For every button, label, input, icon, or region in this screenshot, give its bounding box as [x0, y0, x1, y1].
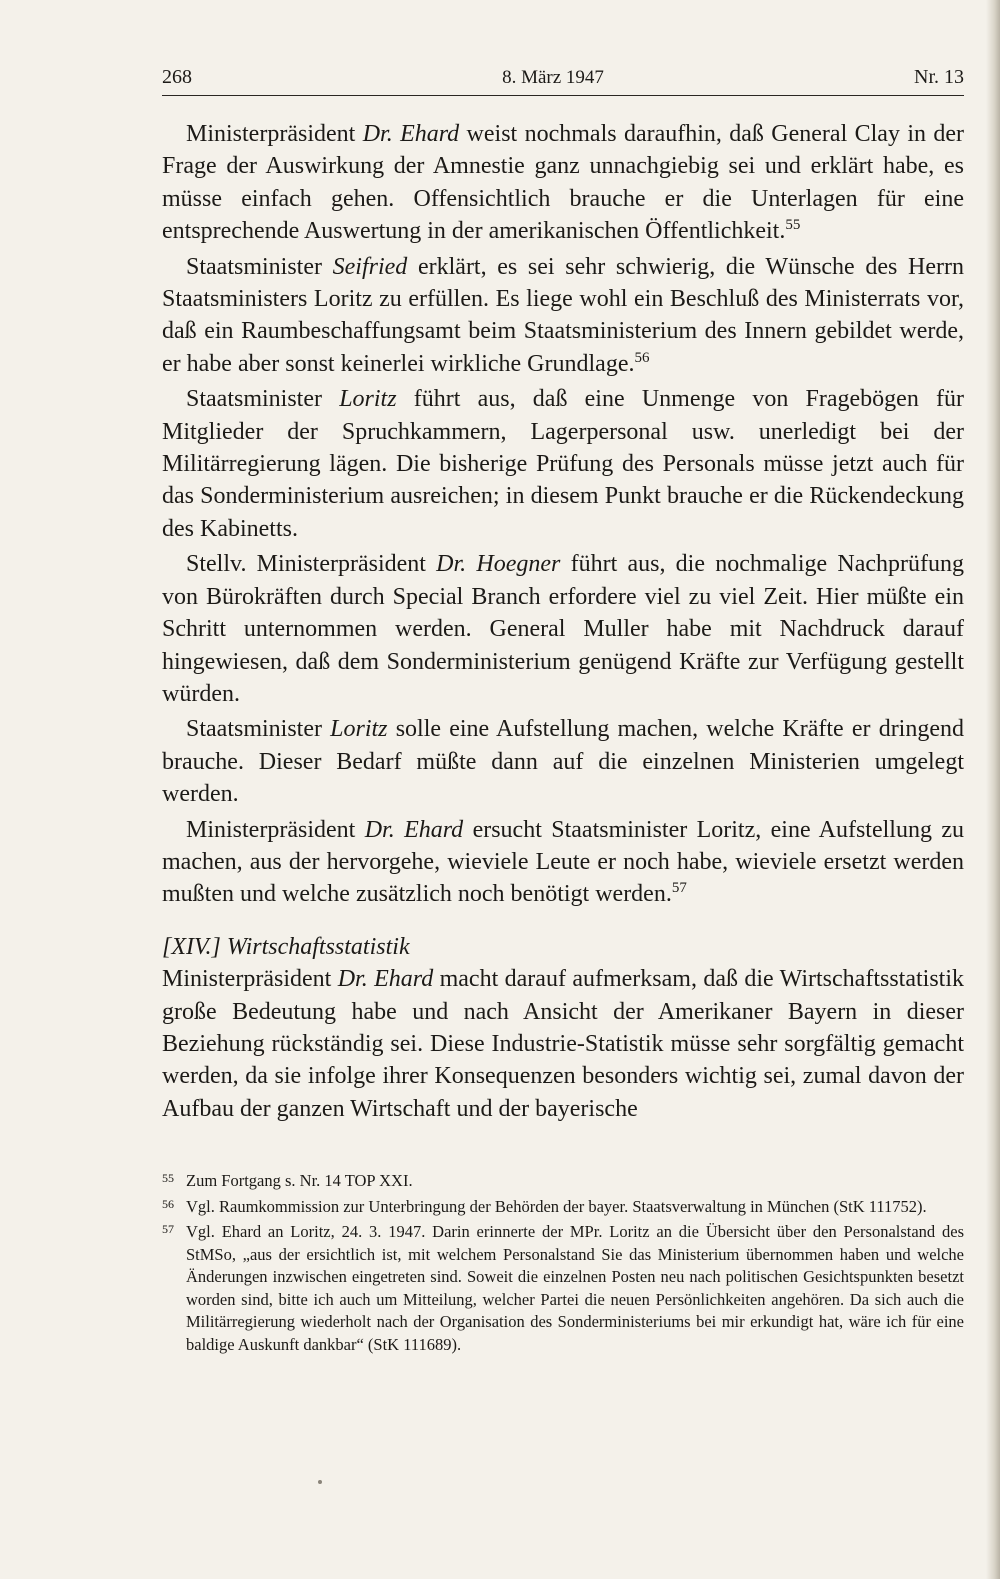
document-number: Nr. 13	[914, 66, 964, 88]
footnote-text: Zum Fortgang s. Nr. 14 TOP XXI.	[186, 1171, 413, 1190]
footnote	[162, 1221, 964, 1356]
footnote	[162, 1196, 964, 1219]
paragraph-text: weist nochmals daraufhin, daß General Clay in der Frage der Auswirkung der Amnestie ganz unnachgiebig sei und erklärt habe, es müsse einfach gehen. Offensichtlich brauche er die Unterlagen für eine entsprechende Auswertung in der amerikanischen Öffentlichkeit.	[162, 121, 965, 245]
speaker-name: Dr. Ehard	[364, 816, 464, 843]
paragraph	[162, 814, 964, 911]
speaker-name: Dr. Hoegner	[436, 551, 561, 578]
paragraph	[162, 713, 964, 810]
paragraph-text: führt aus, die nochmalige Nachprüfung von Bürokräften durch Special Branch erfordere viel zu viel Zeit. Hier müßte ein Schritt unternommen werden. General Muller habe mit Nachdruck darauf hingewiesen, daß dem Sonderministerium genügend Kräfte zur Verfügung gestellt würden.	[162, 551, 964, 707]
speaker-name: Seifried	[332, 253, 408, 280]
footnote-text: Vgl. Raumkommission zur Unterbringung der Behörden der bayer. Staatsverwaltung in München (StK 111752).	[186, 1196, 927, 1216]
speaker-title: Staatsminister	[186, 386, 340, 413]
speaker-title: Ministerpräsident	[162, 966, 338, 993]
section-title: Wirtschaftsstatistik	[226, 933, 410, 960]
footnote-number: 57	[162, 1222, 174, 1236]
footnote-ref[interactable]: 57	[671, 880, 687, 897]
speaker-name: Dr. Ehard	[362, 121, 460, 147]
footnote-ref[interactable]: 55	[785, 217, 801, 234]
footnote-number: 56	[162, 1196, 174, 1211]
speaker-title: Stellv. Ministerpräsident	[186, 551, 437, 578]
section-number: [XIV.]	[162, 933, 221, 960]
section-heading	[162, 931, 964, 963]
page-number: 268	[162, 66, 192, 88]
paragraph-text: macht darauf aufmerksam, daß die Wirtschaftsstatistik große Bedeutung habe und nach Ansicht der Amerikaner Bayern in dieser Beziehung rückständig sei. Diese Industrie-Statistik müsse sehr sorgfältig gemacht werden, da sie infolge ihrer Konsequenzen besonders wichtig sei, zumal davon der Aufbau der ganzen Wirtschaft und der bayerische	[162, 966, 964, 1122]
main-text	[162, 118, 964, 1125]
footnote	[162, 1170, 964, 1193]
paragraph	[162, 383, 964, 545]
ink-speck	[318, 1480, 322, 1484]
paragraph-text: solle eine Aufstellung machen, welche Kräfte er dringend brauche. Dieser Bedarf müßte dann auf die einzelnen Ministerien umgelegt werden.	[162, 716, 965, 808]
header-date: 8. März 1947	[502, 67, 604, 88]
speaker-name: Loritz	[339, 386, 397, 413]
speaker-title: Staatsminister	[186, 253, 333, 280]
document-page	[162, 66, 964, 1125]
footnote-text: Vgl. Ehard an Loritz, 24. 3. 1947. Darin erinnerte der MPr. Loritz an die Übersicht über den Personalstand des StMSo, „aus der ersichtlich ist, mit welchem Personalstand Sie das Ministerium übernommen haben und welche Änderungen inzwischen eingetreten sind. Soweit die einzelnen Posten neu nach politischen Gesichtspunkten besetzt worden sind, bitte ich auch um Mitteilung, welcher Partei die neuen Persönlichkeiten angehören. Da sich auch die Militärregierung wiederholt nach der Organisation des Sonderministeriums bei mir erkundigt hat, wäre ich für eine baldige Auskunft dankbar“ (StK 111689).	[186, 1222, 964, 1354]
footnote-ref[interactable]: 56	[634, 349, 650, 366]
paragraph-text: erklärt, es sei sehr schwierig, die Wünsche des Herrn Staatsministers Loritz zu erfüllen. Es liege wohl ein Beschluß des Ministerrats vor, daß ein Raumbeschaffungsamt beim Staatsministerium des Innern gebildet werde, er habe aber sonst keinerlei wirkliche Grundlage.	[162, 253, 964, 377]
running-header	[162, 66, 964, 96]
paragraph-text: führt aus, daß eine Unmenge von Fragebögen für Mitglieder der Spruchkammern, Lagerpersonal usw. unerledigt bei der Militärregierung lägen. Die bisherige Prüfung des Personals müsse jetzt auch für das Sonderministerium ausreichen; in diesem Punkt brauche er die Rückendeckung des Kabinetts.	[162, 386, 965, 542]
footnote-number: 55	[162, 1171, 174, 1185]
book-spine-shadow	[986, 0, 1000, 1579]
speaker-name: Dr. Ehard	[337, 966, 434, 993]
speaker-name: Loritz	[330, 716, 388, 743]
speaker-title: Ministerpräsident	[186, 121, 363, 147]
paragraph	[162, 251, 964, 381]
speaker-title: Staatsminister	[186, 716, 331, 743]
footnotes	[162, 1170, 964, 1359]
paragraph	[162, 548, 964, 710]
paragraph	[162, 118, 964, 248]
speaker-title: Ministerpräsident	[186, 816, 365, 843]
paragraph-text: ersucht Staatsminister Loritz, eine Aufstellung zu machen, aus der hervorgehe, wieviele Leute er noch habe, wieviele ersetzt werden mußten und welche zusätzlich noch benötigt werden.	[162, 816, 964, 908]
paragraph	[162, 963, 964, 1125]
